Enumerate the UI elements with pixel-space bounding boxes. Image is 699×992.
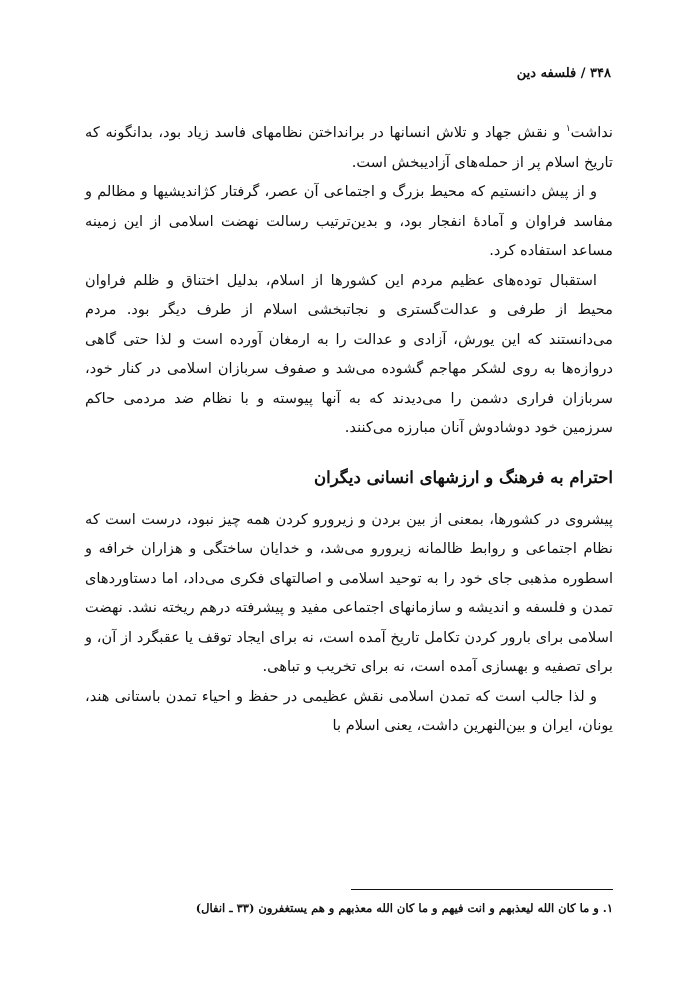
- section-heading: احترام به فرهنگ و ارزشهای انسانی دیگران: [314, 467, 613, 487]
- footnote-divider: [351, 889, 613, 890]
- paragraph-1: [85, 118, 613, 177]
- running-head: ۳۴۸ / فلسفه دین: [516, 66, 611, 81]
- footnote: ۱. و ما کان الله لیعذبهم و انت فیهم و ما کان الله معذبهم و هم یستغفرون (۳۳ ـ انفال): [195, 901, 613, 915]
- paragraph-3: استقبال توده‌های عظیم مردم این کشورها از اسلام، بدلیل اختناق و ظلم فراوان محیط از طرفی و عدالت‌گستری و نجاتبخشی اسلام از طرف دیگر بود. مردم می‌دانستند که این یورش، آزادی و عدالت را به ارمغان آورده است و لذا حتی گاهی دروازه‌ها به روی لشکر مهاجم گشوده می‌شد و صفوف سربازان اسلامی در کنار خود، سربازان فراری دشمن را می‌دیدند که به آنها پیوسته و با نظام ضد مردمی حاکم سرزمین خود دوشادوش آنان مبارزه می‌کنند.: [85, 271, 613, 436]
- footnote-reference[interactable]: ۱: [565, 124, 571, 135]
- body-text: [85, 118, 613, 741]
- paragraph-1-start: نداشت: [570, 124, 613, 141]
- paragraph-2: و از پیش دانستیم که محیط بزرگ و اجتماعی آن عصر، گرفتار کژاندیشیها و مظالم و مفاسد فراوان و آمادهٔ انفجار بود، و بدین‌ترتیب رسالت نهضت اسلامی از این زمینه مساعد استفاده کرد.: [85, 183, 613, 259]
- paragraph-1-rest: و نقش جهاد و تلاش انسانها در برانداختن نظامهای فاسد زیاد بود، بدانگونه که تاریخ اسلام پر از حمله‌های آزادیبخش است.: [85, 124, 613, 171]
- paragraph-5: و لذا جالب است که تمدن اسلامی نقش عظیمی در حفظ و احیاء تمدن باستانی هند، یونان، ایران و بین‌النهرین داشت، یعنی اسلام با: [85, 687, 613, 734]
- paragraph-4: پیشروی در کشورها، بمعنی از بین بردن و زیرورو کردن همه چیز نبود، درست است که نظام اجتماعی و روابط ظالمانه زیرورو می‌شد، و خدایان ساختگی و هزاران خرافه و اسطوره مذهبی جای خود را به توحید اسلامی و اصالتهای فکری می‌داد، اما دستاوردهای تمدن و فلسفه و اندیشه و سازمانهای اجتماعی مفید و پیشرفته درهم ریخته نشد. نهضت اسلامی برای بارور کردن تکامل تاریخ آمده است، نه برای ایجاد توقف یا عقبگرد از آن، و برای تصفیه و بهسازی آمده است، نه برای تخریب و تباهی.: [85, 510, 613, 675]
